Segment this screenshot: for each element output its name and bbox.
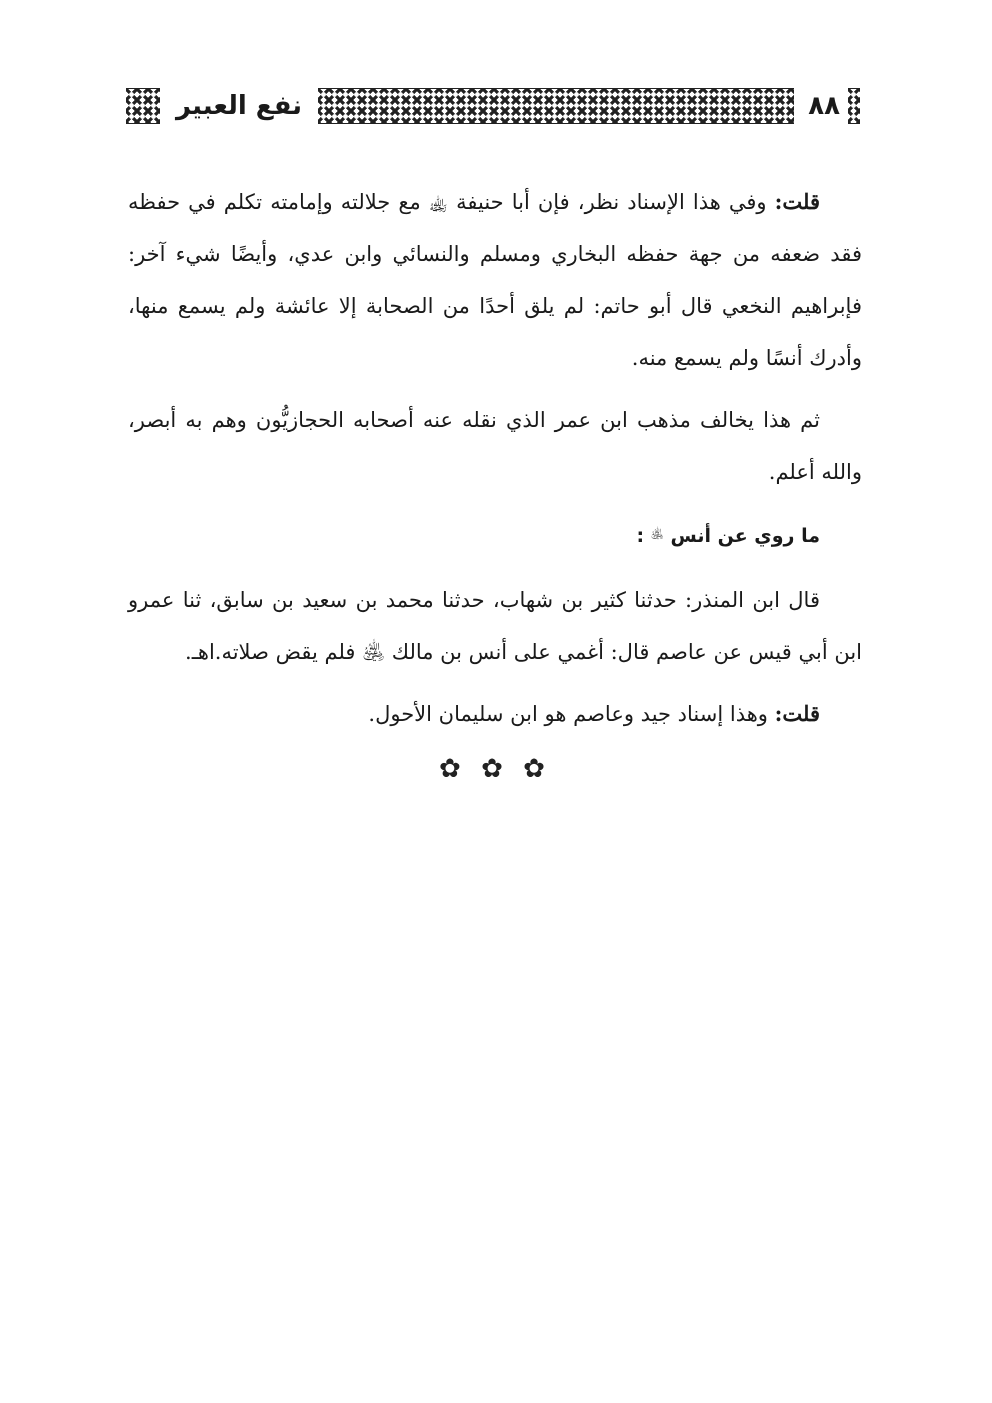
paragraph-2-text: ثم هذا يخالف مذهب ابن عمر الذي نقله عنه أصحابه الحجازيُّون وهم به أبصر، والله أعلم.	[128, 408, 862, 484]
section-heading-text: ما روي عن أنس	[670, 525, 820, 547]
header-ornament-band	[318, 88, 794, 124]
book-title: نفع العبير	[176, 91, 303, 121]
header-ornament-right	[848, 88, 860, 124]
page-content	[128, 176, 862, 784]
paragraph-1-lead: قلت:	[774, 189, 820, 214]
section-heading-honorific: ﵁	[650, 527, 664, 541]
header-ornament-left	[126, 88, 160, 124]
paragraph-4-lead: قلت:	[774, 701, 820, 726]
paragraph-3	[128, 574, 862, 678]
paragraph-4-text: وهذا إسناد جيد وعاصم هو ابن سليمان الأحول.	[368, 702, 775, 726]
paragraph-2	[128, 394, 862, 498]
paragraph-4	[128, 688, 862, 740]
page-header	[126, 86, 860, 126]
section-heading-colon: :	[636, 525, 645, 547]
section-separator: ✿ ✿ ✿	[439, 754, 551, 784]
page-number: ٨٨	[808, 91, 840, 121]
section-heading	[128, 508, 862, 562]
paragraph-1	[128, 176, 862, 384]
paragraph-3-text: قال ابن المنذر: حدثنا كثير بن شهاب، حدثنا محمد بن سعيد بن سابق، ثنا عمرو ابن أبي قيس عن عاصم قال: أغمي على أنس بن مالك ﵁ فلم يقض صلاته.اهـ.	[128, 588, 862, 664]
paragraph-1-text: وفي هذا الإسناد نظر، فإن أبا حنيفة ﵀ مع جلالته وإمامته تكلم في حفظه فقد ضعفه من جهة حفظه البخاري ومسلم والنسائي وابن عدي، وأيضًا شيء آخر: فإبراهيم النخعي قال أبو حاتم: لم يلق أحدًا من الصحابة إلا عائشة ولم يسمع منها، وأدرك أنسًا ولم يسمع منه.	[128, 190, 862, 370]
